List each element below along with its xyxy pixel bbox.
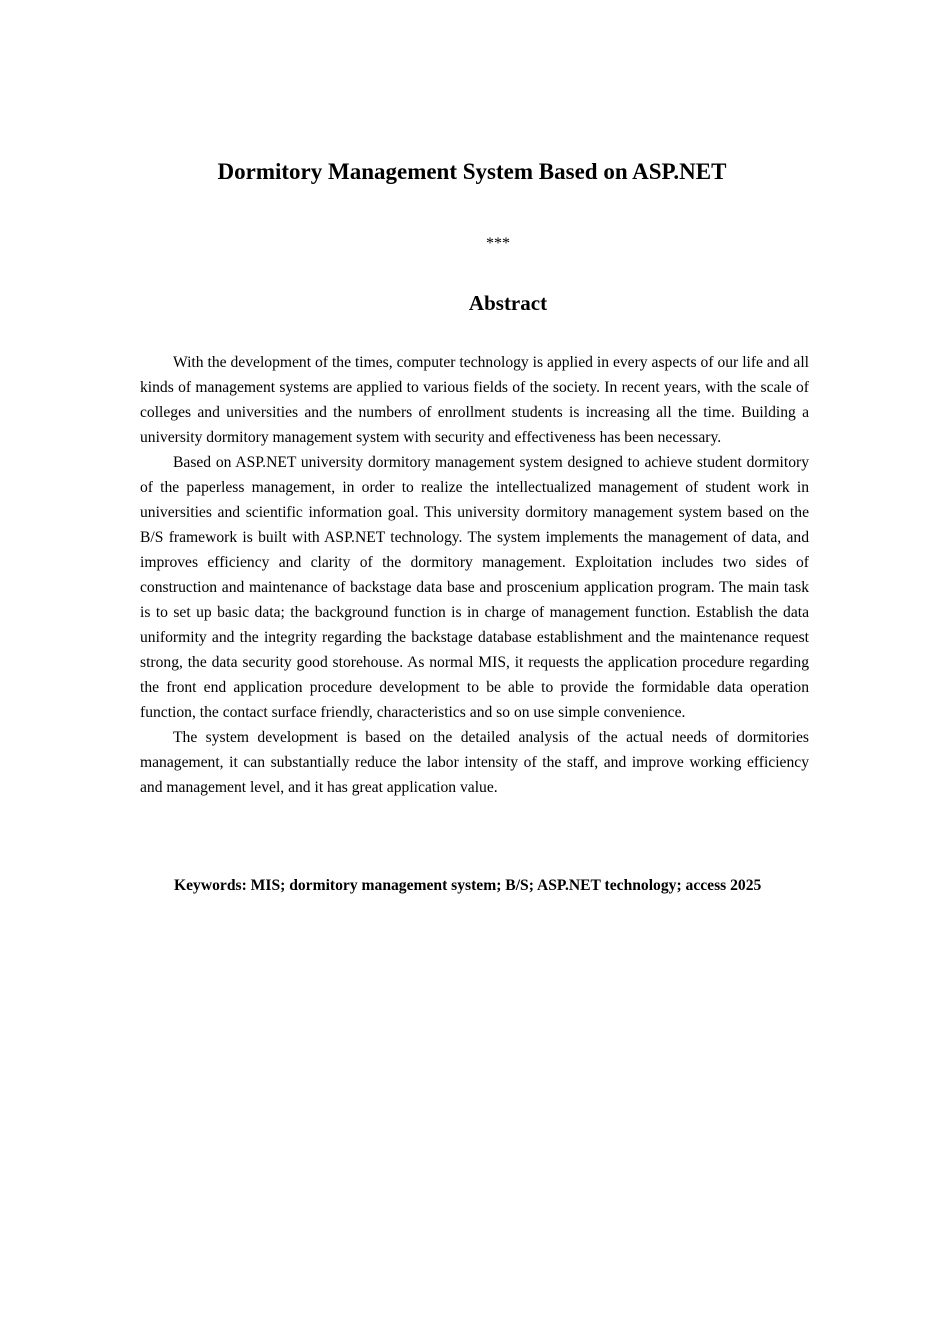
- abstract-body: [140, 350, 809, 800]
- paper-title: Dormitory Management System Based on ASP.NET: [217, 159, 727, 184]
- abstract-heading: Abstract: [468, 291, 548, 315]
- abstract-paragraph: Based on ASP.NET university dormitory management system designed to achieve student dormitory of the paperless management, in order to realize the intellectualized management of student work in universities and scientific information goal. This university dormitory management system based on the B/S framework is built with ASP.NET technology. The system implements the management of data, and improves efficiency and clarity of the dormitory management. Exploitation includes two sides of construction and maintenance of backstage data base and proscenium application program. The main task is to set up basic data; the background function is in charge of management function. Establish the data uniformity and the integrity regarding the backstage database establishment and the maintenance request strong, the data security good storehouse. As normal MIS, it requests the application procedure regarding the front end application procedure development to be able to provide the formidable data operation function, the contact surface friendly, characteristics and so on use simple convenience.: [140, 454, 809, 721]
- author-line: ***: [486, 235, 510, 252]
- keywords-line: Keywords: MIS; dormitory management system; B/S; ASP.NET technology; access 2025: [174, 877, 762, 894]
- abstract-paragraph: With the development of the times, computer technology is applied in every aspects of our life and all kinds of management systems are applied to various fields of the society. In recent years, with the scale of colleges and universities and the numbers of enrollment students is increasing all the time. Building a university dormitory management system with security and effectiveness has been necessary.: [140, 354, 809, 446]
- abstract-paragraph: The system development is based on the detailed analysis of the actual needs of dormitories management, it can substantially reduce the labor intensity of the staff, and improve working efficiency and management level, and it has great application value.: [140, 729, 809, 796]
